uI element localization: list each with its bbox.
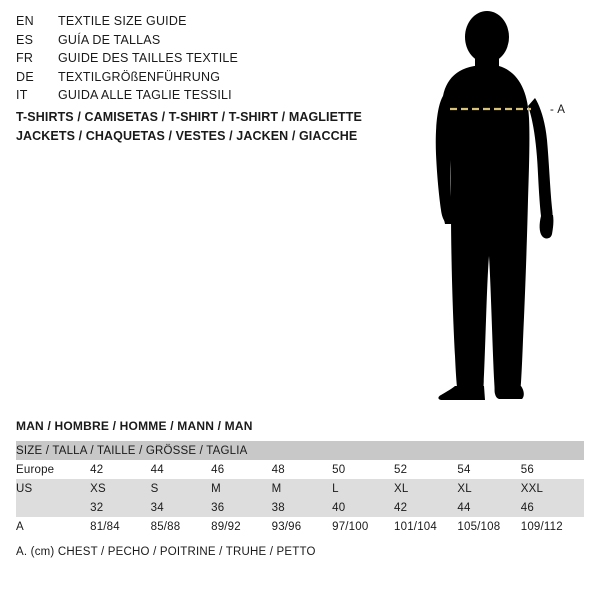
table-cell: 97/100 <box>332 517 394 536</box>
language-row <box>16 33 396 52</box>
row-label <box>16 498 90 517</box>
table-cell: 48 <box>272 460 333 479</box>
language-row <box>16 14 396 33</box>
garment-type-tshirts: T-SHIRTS / CAMISETAS / T-SHIRT / T-SHIRT / MAGLIETTE <box>16 110 362 124</box>
language-row <box>16 70 396 89</box>
male-silhouette-figure <box>395 10 595 400</box>
table-cell: 105/108 <box>457 517 520 536</box>
table-cell: 40 <box>332 498 394 517</box>
table-cell: L <box>332 479 394 498</box>
table-cell: 56 <box>521 460 584 479</box>
table-cell: S <box>151 479 212 498</box>
table-header-row <box>16 441 584 460</box>
table-cell: 52 <box>394 460 457 479</box>
table-cell: 36 <box>211 498 272 517</box>
footnote-chest-measurement: A. (cm) CHEST / PECHO / POITRINE / TRUHE / PETTO <box>16 546 316 558</box>
table-cell: XL <box>394 479 457 498</box>
table-cell: 85/88 <box>151 517 212 536</box>
language-code: DE <box>16 69 34 84</box>
table-cell: 42 <box>90 460 151 479</box>
table-row <box>16 460 584 479</box>
table-cell: 38 <box>272 498 333 517</box>
language-code: ES <box>16 32 34 47</box>
table-row <box>16 517 584 536</box>
table-row <box>16 498 584 517</box>
table-cell: XL <box>457 479 520 498</box>
table-cell: M <box>211 479 272 498</box>
language-text: TEXTILE SIZE GUIDE <box>58 14 187 28</box>
section-title-man: MAN / HOMBRE / HOMME / MANN / MAN <box>16 419 253 433</box>
silhouette-icon <box>395 10 595 400</box>
garment-type-jackets: JACKETS / CHAQUETAS / VESTES / JACKEN / GIACCHE <box>16 129 358 143</box>
table-cell: 93/96 <box>272 517 333 536</box>
row-label: US <box>16 479 90 498</box>
table-cell: 46 <box>521 498 584 517</box>
table-header-cell: SIZE / TALLA / TAILLE / GRÖSSE / TAGLIA <box>16 441 584 460</box>
row-label: Europe <box>16 460 90 479</box>
table-cell: 50 <box>332 460 394 479</box>
language-list <box>16 14 396 107</box>
table-cell: 54 <box>457 460 520 479</box>
language-text: GUIDA ALLE TAGLIE TESSILI <box>58 88 232 102</box>
language-code: FR <box>16 51 34 65</box>
language-text: GUIDE DES TAILLES TEXTILE <box>58 51 239 65</box>
table-cell: 109/112 <box>521 517 584 536</box>
language-code: EN <box>16 14 34 28</box>
table-cell: M <box>272 479 333 498</box>
table-cell: 46 <box>211 460 272 479</box>
table-cell: 44 <box>151 460 212 479</box>
language-row <box>16 88 396 107</box>
language-row <box>16 51 396 70</box>
table-cell: 81/84 <box>90 517 151 536</box>
language-text: TEXTILGRÖßENFÜHRUNG <box>58 69 221 84</box>
language-text: GUÍA DE TALLAS <box>58 32 161 47</box>
table-cell: 32 <box>90 498 151 517</box>
table-row <box>16 479 584 498</box>
language-code: IT <box>16 88 28 102</box>
chest-measure-label: - A <box>550 104 566 116</box>
table-cell: XXL <box>521 479 584 498</box>
table-cell: 42 <box>394 498 457 517</box>
table-cell: 89/92 <box>211 517 272 536</box>
table-cell: 34 <box>151 498 212 517</box>
size-table <box>16 441 584 536</box>
row-label: A <box>16 517 90 536</box>
size-table-wrapper <box>16 441 584 536</box>
garment-type-list <box>16 110 416 148</box>
table-cell: XS <box>90 479 151 498</box>
table-cell: 44 <box>457 498 520 517</box>
table-cell: 101/104 <box>394 517 457 536</box>
